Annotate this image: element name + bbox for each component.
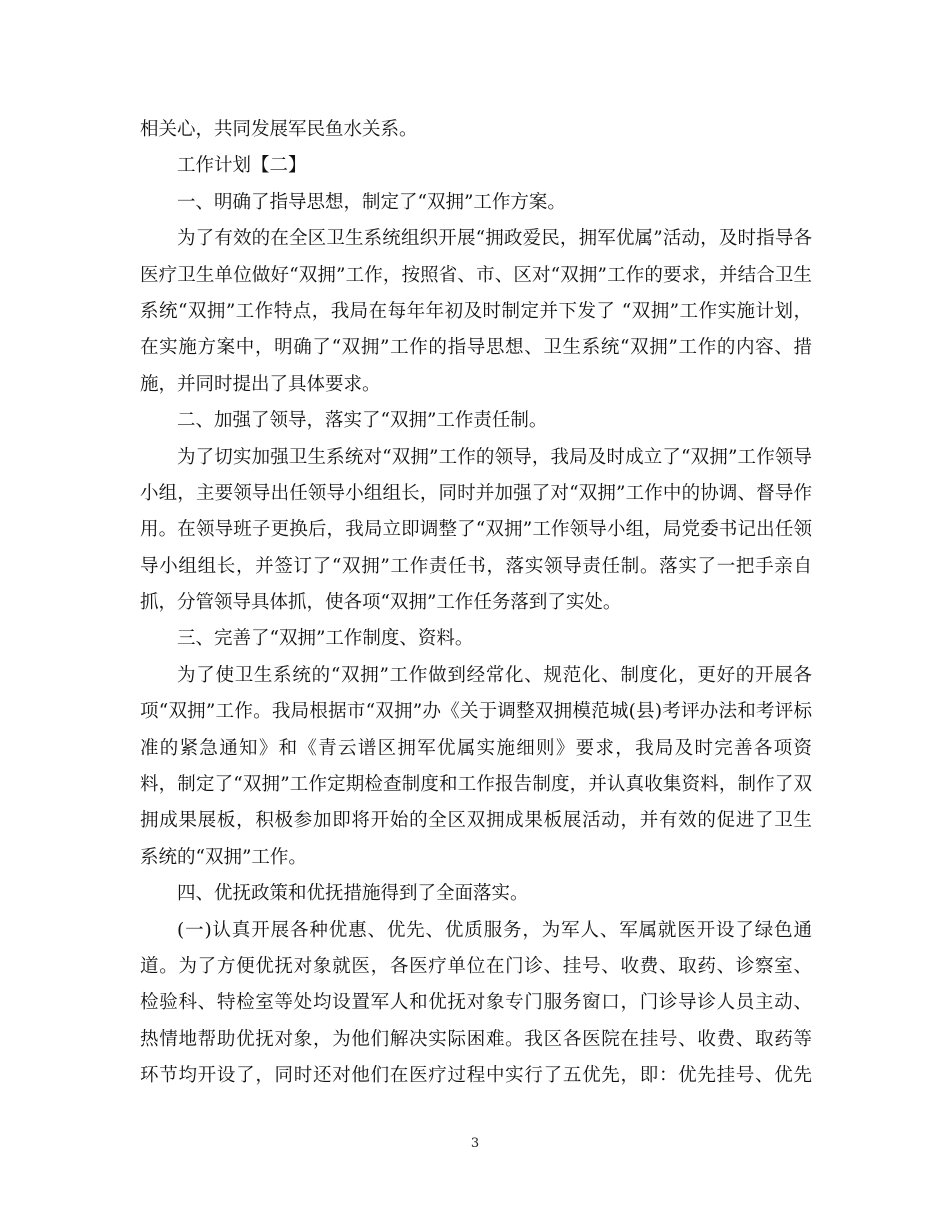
text-line: 环节均开设了，同时还对他们在医疗过程中实行了五优先，即：优先挂号、优先 — [140, 1065, 812, 1087]
text-line: 在实施方案中，明确了“双拥”工作的指导思想、卫生系统“双拥”工作的内容、措 — [140, 337, 812, 359]
text-line: 抓，分管领导具体抓，使各项“双拥”工作任务落到了实处。 — [140, 592, 622, 614]
text-line: 系统“双拥”工作特点，我局在每年年初及时制定并下发了 “双拥”工作实施计划， — [140, 300, 812, 322]
text-line: 施，并同时提出了具体要求。 — [140, 373, 381, 395]
text-line: 拥成果展板，积极参加即将开始的全区双拥成果板展活动，并有效的促进了卫生 — [140, 810, 812, 832]
text-line: 相关心，共同发展军民鱼水关系。 — [140, 119, 418, 140]
text-line: 用。在领导班子更换后，我局立即调整了“双拥”工作领导小组，局党委书记出任领 — [140, 519, 812, 541]
text-line: 一、明确了指导思想，制定了“双拥”工作方案。 — [177, 191, 566, 213]
text-line: 工作计划【二】 — [177, 155, 307, 177]
text-line: 项“双拥”工作。我局根据市“双拥”办《关于调整双拥模范城(县)考评办法和考评标 — [140, 701, 812, 723]
text-line: 检验科、特检室等处均设置军人和优抚对象专门服务窗口，门诊导诊人员主动、 — [140, 992, 812, 1014]
text-line: 系统的“双拥”工作。 — [140, 846, 307, 868]
text-line: 料，制定了“双拥”工作定期检查制度和工作报告制度，并认真收集资料，制作了双 — [140, 774, 812, 796]
text-line: 道。为了方便优抚对象就医，各医疗单位在门诊、挂号、收费、取药、诊察室、 — [140, 955, 812, 977]
document-body — [140, 112, 812, 1095]
text-line: 热情地帮助优抚对象，为他们解决实际困难。我区各医院在挂号、收费、取药等 — [140, 1028, 812, 1050]
text-line: 二、加强了领导，落实了“双拥”工作责任制。 — [177, 410, 548, 432]
text-line: 医疗卫生单位做好“双拥”工作，按照省、市、区对“双拥”工作的要求，并结合卫生 — [140, 264, 812, 286]
text-line: 小组，主要领导出任领导小组组长，同时并加强了对“双拥”工作中的协调、督导作 — [140, 482, 812, 504]
page-number: 3 — [470, 1136, 480, 1151]
text-line: 为了使卫生系统的“双拥”工作做到经常化、规范化、制度化，更好的开展各 — [177, 664, 812, 686]
text-line: 为了切实加强卫生系统对“双拥”工作的领导，我局及时成立了“双拥”工作领导 — [177, 446, 812, 468]
text-line: 三、完善了“双拥”工作制度、资料。 — [177, 628, 474, 650]
text-line: (一)认真开展各种优惠、优先、优质服务，为军人、军属就医开设了绿色通 — [177, 919, 812, 941]
text-line: 四、优抚政策和优抚措施得到了全面落实。 — [177, 883, 529, 905]
text-line: 为了有效的在全区卫生系统组织开展“拥政爱民，拥军优属”活动，及时指导各 — [177, 228, 812, 250]
text-line: 导小组组长，并签订了“双拥”工作责任书，落实领导责任制。落实了一把手亲自 — [140, 555, 812, 577]
text-line: 准的紧急通知》和《青云谱区拥军优属实施细则》要求，我局及时完善各项资 — [140, 737, 812, 759]
